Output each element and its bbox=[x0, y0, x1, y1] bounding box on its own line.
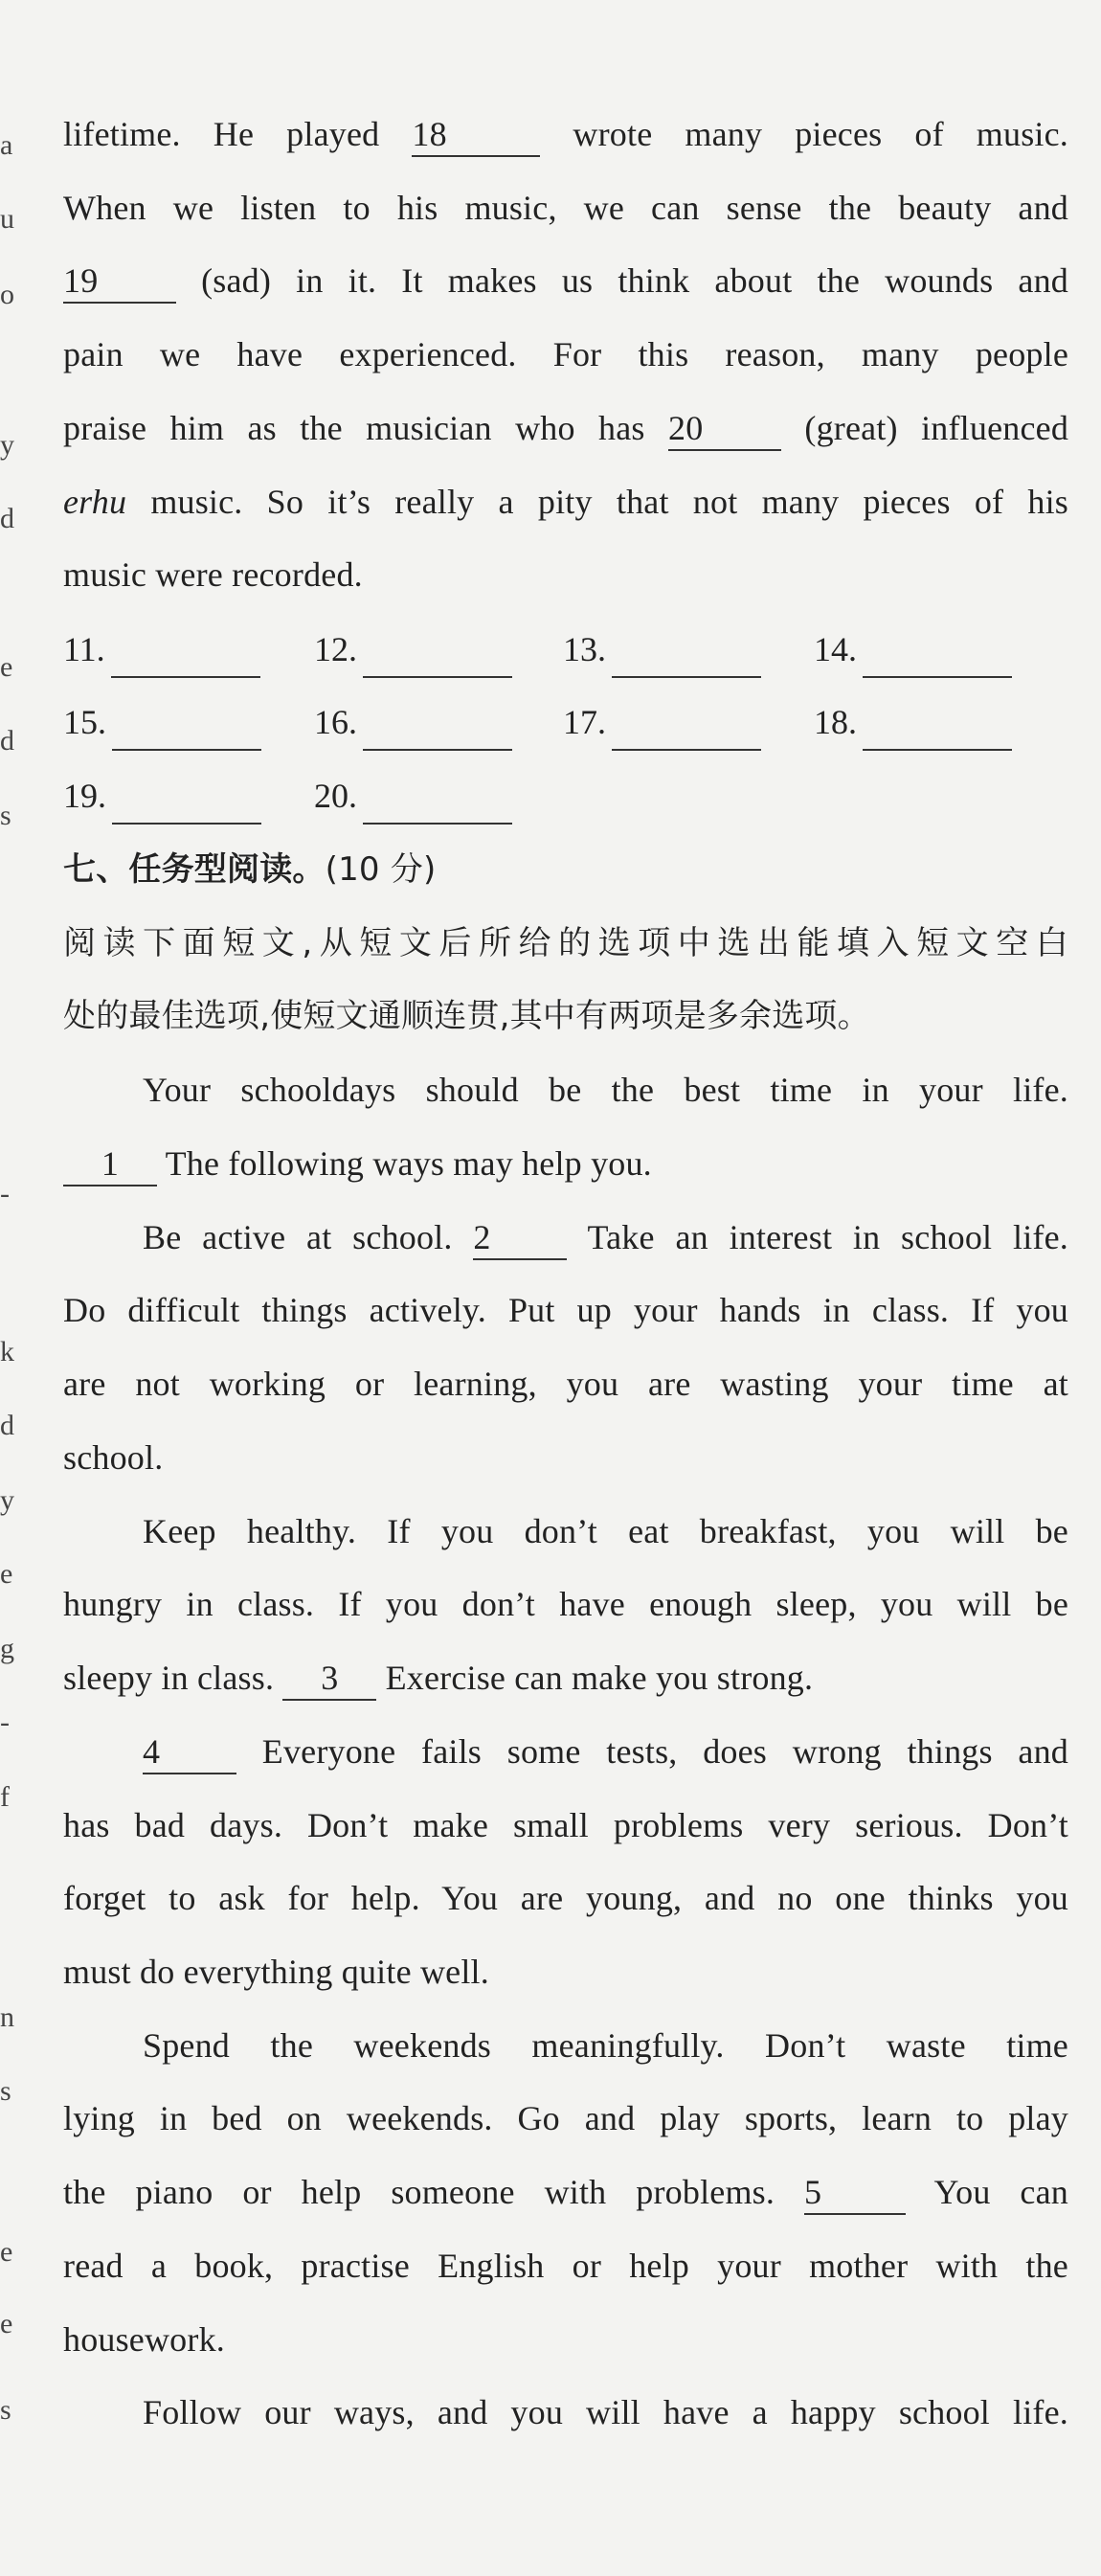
passage2-p4-line3: forget to ask for help. You are young, and no one thinks you bbox=[63, 1879, 1068, 1917]
passage2-p2-line4: school. bbox=[63, 1438, 164, 1477]
margin-fragment: - bbox=[0, 1706, 10, 1738]
passage2-p2-line2: Do difficult things actively. Put up your hands in class. If you bbox=[63, 1291, 1068, 1329]
margin-fragment: n bbox=[0, 2001, 14, 2033]
blank-18: 18 bbox=[412, 113, 540, 157]
passage2-p5-line4: read a book, practise English or help your mother with the bbox=[63, 2247, 1068, 2285]
margin-fragment: d bbox=[0, 1410, 14, 1441]
margin-fragment: s bbox=[0, 800, 11, 831]
passage2-p6-line1: Follow our ways, and you will have a happy school life. bbox=[143, 2393, 1068, 2431]
answer-slot-20[interactable]: 20. bbox=[314, 767, 512, 825]
passage2-p1-line2: 1 The following ways may help you. bbox=[63, 1135, 1068, 1192]
margin-fragment: e bbox=[0, 2308, 13, 2339]
passage2-p2-line1: Be active at school. 2 Take an interest in school life. bbox=[63, 1209, 1068, 1266]
margin-fragment: k bbox=[0, 1336, 14, 1367]
passage2-p1-line1: Your schooldays should be the best time in your life. bbox=[143, 1071, 1068, 1109]
passage2-p4-line1: 4 Everyone fails some tests, does wrong things and bbox=[63, 1723, 1068, 1780]
blank-19: 19 bbox=[63, 260, 176, 304]
passage1-line2: When we listen to his music, we can sense the beauty and bbox=[63, 189, 1068, 227]
blank-1: 1 bbox=[63, 1142, 157, 1186]
passage1-line4: pain we have experienced. For this reason, many people bbox=[63, 335, 1068, 373]
margin-fragment: f bbox=[0, 1781, 10, 1813]
passage1-line6: erhu music. So it’s really a pity that not many pieces of his bbox=[63, 483, 1068, 521]
section-instruction-line2: 处的最佳选项,使短文通顺连贯,其中有两项是多余选项。 bbox=[63, 997, 870, 1035]
margin-fragment: u bbox=[0, 203, 14, 235]
margin-fragment: d bbox=[0, 725, 14, 757]
answer-slot-18[interactable]: 18. bbox=[814, 693, 1012, 751]
answer-slot-15[interactable]: 15. bbox=[63, 693, 261, 751]
passage2-p5-line2: lying in bed on weekends. Go and play sports, learn to play bbox=[63, 2099, 1068, 2137]
margin-fragment: - bbox=[0, 1178, 10, 1209]
margin-fragment: e bbox=[0, 651, 13, 683]
margin-fragment: s bbox=[0, 2075, 11, 2107]
blank-2: 2 bbox=[473, 1216, 567, 1260]
passage1-line3: 19 (sad) in it. It makes us think about the wounds and bbox=[63, 252, 1068, 309]
blank-4: 4 bbox=[143, 1730, 236, 1774]
passage2-p3-line1: Keep healthy. If you don’t eat breakfast, you will be bbox=[143, 1512, 1068, 1550]
passage1-line5: praise him as the musician who has 20 (great) influenced bbox=[63, 399, 1068, 457]
passage2-p5-line3: the piano or help someone with problems. 5 You can bbox=[63, 2163, 1068, 2221]
passage2-p5-line1: Spend the weekends meaningfully. Don’t waste time bbox=[143, 2026, 1068, 2065]
margin-fragment: e bbox=[0, 2236, 13, 2268]
passage1-line1: lifetime. He played 18 wrote many pieces of music. bbox=[63, 105, 1068, 163]
margin-fragment: o bbox=[0, 279, 14, 310]
blank-20: 20 bbox=[668, 407, 781, 451]
answer-slot-12[interactable]: 12. bbox=[314, 621, 512, 678]
answer-slot-17[interactable]: 17. bbox=[563, 693, 761, 751]
section-heading: 七、任务型阅读。(10 分) bbox=[63, 850, 437, 889]
margin-fragment: y bbox=[0, 429, 14, 461]
blank-3: 3 bbox=[282, 1657, 376, 1701]
margin-fragment: g bbox=[0, 1633, 14, 1664]
passage2-p4-line2: has bad days. Don’t make small problems very serious. Don’t bbox=[63, 1806, 1068, 1844]
margin-fragment: s bbox=[0, 2394, 11, 2426]
answer-slot-16[interactable]: 16. bbox=[314, 693, 512, 751]
left-margin-fragments bbox=[0, 0, 21, 2576]
answer-slot-11[interactable]: 11. bbox=[63, 621, 260, 678]
passage2-p3-line2: hungry in class. If you don’t have enough sleep, you will be bbox=[63, 1585, 1068, 1623]
section-instruction-line1: 阅读下面短文,从短文后所给的选项中选出能填入短文空白 bbox=[63, 924, 1068, 962]
passage2-p3-line3: sleepy in class. 3 Exercise can make you strong. bbox=[63, 1649, 1068, 1706]
answer-slot-14[interactable]: 14. bbox=[814, 621, 1012, 678]
passage1-line7: music were recorded. bbox=[63, 555, 363, 594]
answer-slot-19[interactable]: 19. bbox=[63, 767, 261, 825]
passage2-p5-line5: housework. bbox=[63, 2320, 225, 2359]
passage2-p2-line3: are not working or learning, you are wasting your time at bbox=[63, 1365, 1068, 1403]
passage2-p4-line4: must do everything quite well. bbox=[63, 1953, 489, 1991]
blank-5: 5 bbox=[804, 2171, 906, 2215]
margin-fragment: d bbox=[0, 503, 14, 534]
answer-slot-13[interactable]: 13. bbox=[563, 621, 761, 678]
margin-fragment: e bbox=[0, 1558, 13, 1590]
margin-fragment: y bbox=[0, 1484, 14, 1516]
margin-fragment: a bbox=[0, 129, 13, 161]
